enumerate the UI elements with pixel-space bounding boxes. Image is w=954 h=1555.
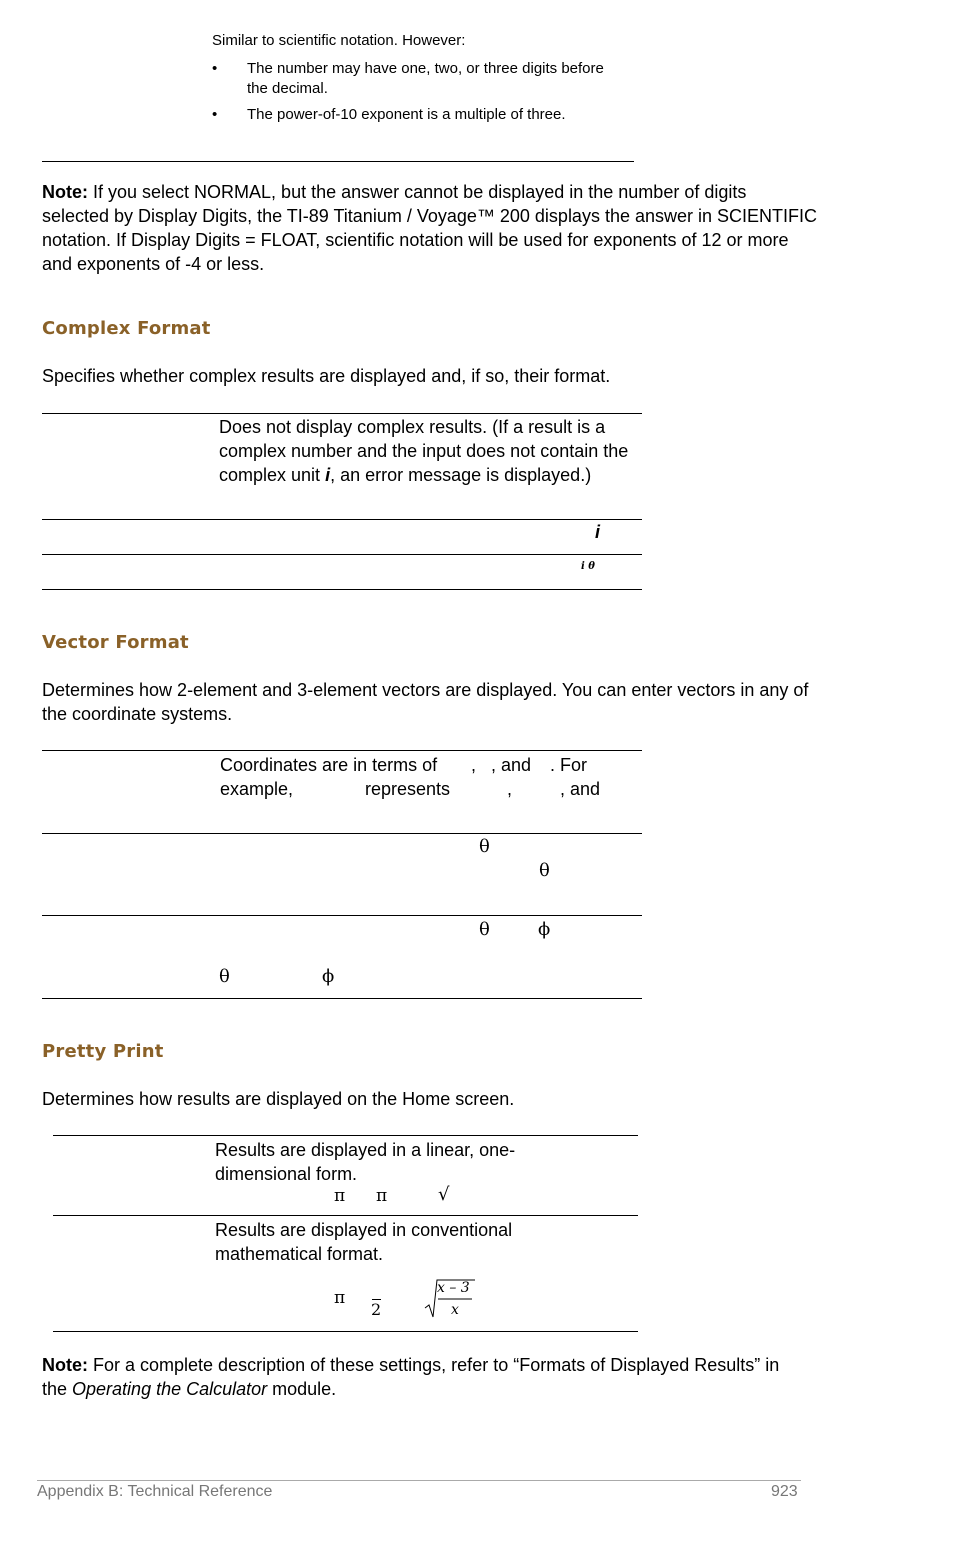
note-text: For a complete description of these settings, refer to “Formats of Displayed Results” in the — [42, 1355, 780, 1399]
footer-rule — [37, 1480, 801, 1481]
theta-symbol: θ — [479, 836, 490, 857]
rect-vector-text: , and — [491, 755, 532, 775]
phi-symbol: ϕ — [322, 966, 335, 987]
polar-exponent-symbol: i θ — [581, 561, 595, 572]
pi-symbol: π — [334, 1186, 346, 1206]
complex-format-description: Specifies whether complex results are displayed and, if so, their format. — [42, 366, 611, 386]
section-heading-pretty-print: Pretty Print — [42, 1041, 164, 1062]
pi-symbol: π — [334, 1288, 346, 1308]
table-rule — [42, 413, 642, 414]
rect-vector-text: represents — [365, 779, 451, 799]
rect-vector-text: . For — [550, 755, 588, 775]
bullet-item: The power-of-10 exponent is a multiple of three. — [247, 106, 566, 123]
pretty-off-description: Results are displayed in a linear, one-dimensional form. — [215, 1140, 516, 1184]
section-heading-vector-format: Vector Format — [42, 632, 189, 653]
page-number: 923 — [771, 1483, 798, 1500]
note-label: Note: — [42, 1355, 88, 1375]
footer-section-title: Appendix B: Technical Reference — [37, 1483, 273, 1500]
rect-vector-text: , — [471, 755, 477, 775]
complex-unit-i: i — [325, 465, 331, 485]
table-rule — [42, 554, 642, 555]
module-title: Operating the Calculator — [72, 1379, 268, 1399]
pretty-print-description: Determines how results are displayed on the Home screen. — [42, 1089, 515, 1109]
table-rule — [42, 833, 642, 834]
rect-vector-text: , — [507, 779, 513, 799]
phi-symbol: ϕ — [538, 919, 551, 940]
radical-denominator: x — [451, 1302, 459, 1318]
note-paragraph — [42, 1353, 802, 1401]
table-rule — [53, 1331, 638, 1332]
theta-symbol: θ — [539, 860, 550, 881]
vector-format-description: Determines how 2-element and 3-element vectors are displayed. You can enter vectors in any of the coordinate systems. — [42, 680, 809, 724]
table-rule — [42, 915, 642, 916]
engineering-intro: Similar to scientific notation. However: — [212, 32, 466, 49]
rect-vector-text: , and — [560, 779, 601, 799]
pi-symbol: π — [376, 1186, 388, 1206]
note-text: If you select NORMAL, but the answer cannot be displayed in the number of digits selected by Display Digits, the TI-89 Titanium / Voyage™ 200 displays the answer in SCIENTIFIC notation. If Display Digits = FLOAT, scientific notation will be used for exponents of 12 or more and exponents of -4 or less. — [42, 182, 818, 274]
bullet-item: The number may have one, two, or three digits before the decimal. — [247, 60, 604, 97]
table-bottom-rule — [42, 161, 634, 162]
bullet-marker: • — [212, 60, 218, 77]
table-rule — [42, 750, 642, 751]
bullet-marker: • — [212, 106, 218, 123]
table-rule — [42, 589, 642, 590]
sqrt-symbol: √ — [438, 1184, 450, 1205]
pretty-on-description: Results are displayed in conventional mathematical format. — [215, 1220, 513, 1264]
complex-real-text-end: , an error message is displayed.) — [330, 465, 592, 485]
note-label: Note: — [42, 182, 88, 202]
note-text-end: module. — [267, 1379, 337, 1399]
fraction-denominator: 2 — [371, 1300, 382, 1319]
table-rule — [42, 519, 642, 520]
note-paragraph — [42, 180, 817, 276]
rectangular-i-symbol: i — [595, 522, 601, 542]
table-rule — [42, 998, 642, 999]
table-rule — [53, 1135, 638, 1136]
rect-vector-text: Coordinates are in terms of — [220, 755, 438, 775]
rect-vector-text: example, — [220, 779, 294, 799]
radical-numerator: x – 3 — [437, 1280, 470, 1296]
theta-symbol: θ — [219, 966, 230, 987]
complex-real-description — [219, 415, 639, 487]
complex-real-text: Does not display complex results. (If a result is a complex number and the input does not contain the complex unit — [219, 417, 629, 485]
theta-symbol: θ — [479, 919, 490, 940]
table-rule — [53, 1215, 638, 1216]
section-heading-complex-format: Complex Format — [42, 318, 211, 339]
